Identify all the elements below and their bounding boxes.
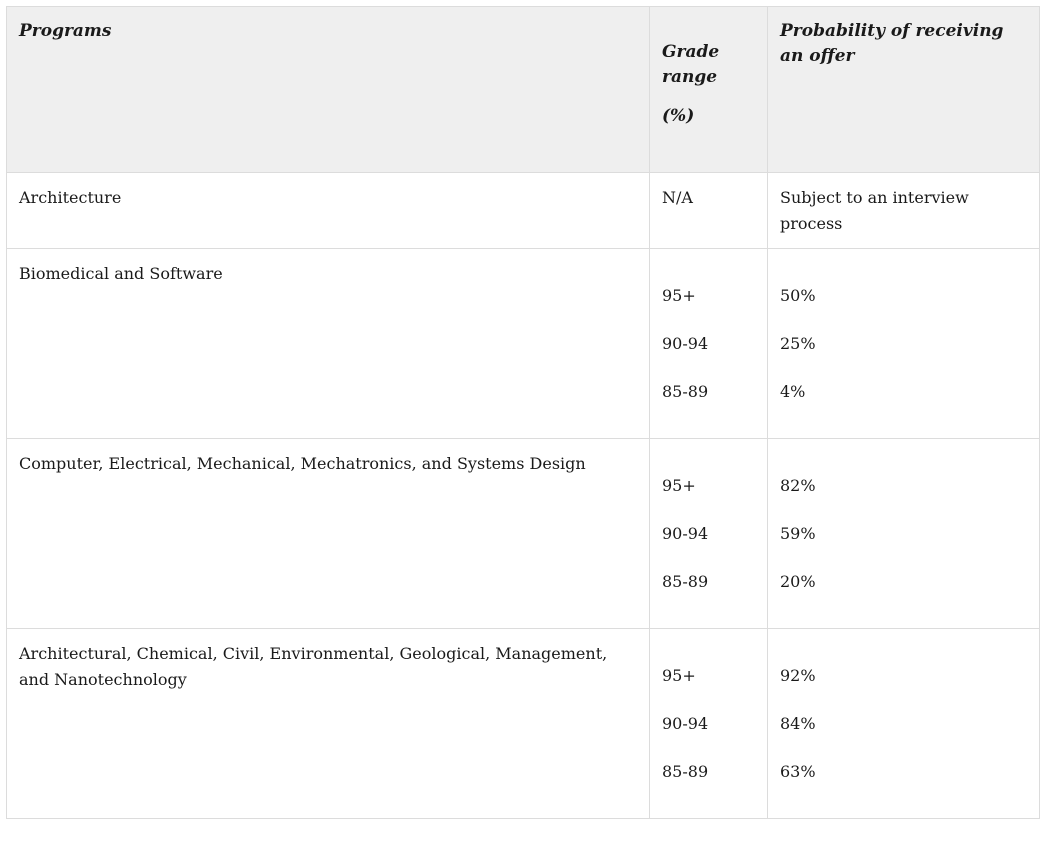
grade-value: 95+ xyxy=(662,666,696,685)
header-grade-range-label: Grade range xyxy=(662,42,720,87)
grade-value: 95+ xyxy=(662,286,696,305)
grade-value: 85-89 xyxy=(662,382,709,401)
header-probability xyxy=(768,7,1040,173)
grade-value: 85-89 xyxy=(662,572,709,591)
admission-probability-table xyxy=(6,6,1040,819)
grade-cell xyxy=(650,249,768,439)
program-cell: Architectural, Chemical, Civil, Environmental, Geological, Management, and Nanotechnology xyxy=(7,629,650,819)
admission-table-container xyxy=(6,6,1039,819)
header-programs xyxy=(7,7,650,173)
probability-cell: Subject to an interview process xyxy=(768,173,1040,249)
header-probability-label: Probability of receiving an offer xyxy=(780,21,1004,66)
probability-cell xyxy=(768,439,1040,629)
grade-value: 95+ xyxy=(662,476,696,495)
grade-value: 90-94 xyxy=(662,334,709,353)
table-row xyxy=(7,249,1040,439)
grade-value: 90-94 xyxy=(662,714,709,733)
grade-cell xyxy=(650,439,768,629)
header-grade-unit: (%) xyxy=(662,106,695,126)
program-cell: Biomedical and Software xyxy=(7,249,650,439)
probability-value: 63% xyxy=(780,762,816,781)
header-row xyxy=(7,7,1040,173)
grade-cell xyxy=(650,629,768,819)
program-cell: Architecture xyxy=(7,173,650,249)
table-header xyxy=(7,7,1040,173)
probability-value: 50% xyxy=(780,286,816,305)
probability-value: 82% xyxy=(780,476,816,495)
probability-value: 25% xyxy=(780,334,816,353)
table-row xyxy=(7,439,1040,629)
grade-value: 85-89 xyxy=(662,762,709,781)
grade-cell: N/A xyxy=(650,173,768,249)
probability-value: 84% xyxy=(780,714,816,733)
probability-cell xyxy=(768,249,1040,439)
header-programs-label: Programs xyxy=(19,21,112,41)
table-body xyxy=(7,173,1040,819)
table-row xyxy=(7,173,1040,249)
header-grade-range xyxy=(650,7,768,173)
program-cell: Computer, Electrical, Mechanical, Mechatronics, and Systems Design xyxy=(7,439,650,629)
probability-value: 4% xyxy=(780,382,806,401)
probability-value: 20% xyxy=(780,572,816,591)
probability-cell xyxy=(768,629,1040,819)
probability-value: 92% xyxy=(780,666,816,685)
probability-value: 59% xyxy=(780,524,816,543)
table-row xyxy=(7,629,1040,819)
grade-value: 90-94 xyxy=(662,524,709,543)
